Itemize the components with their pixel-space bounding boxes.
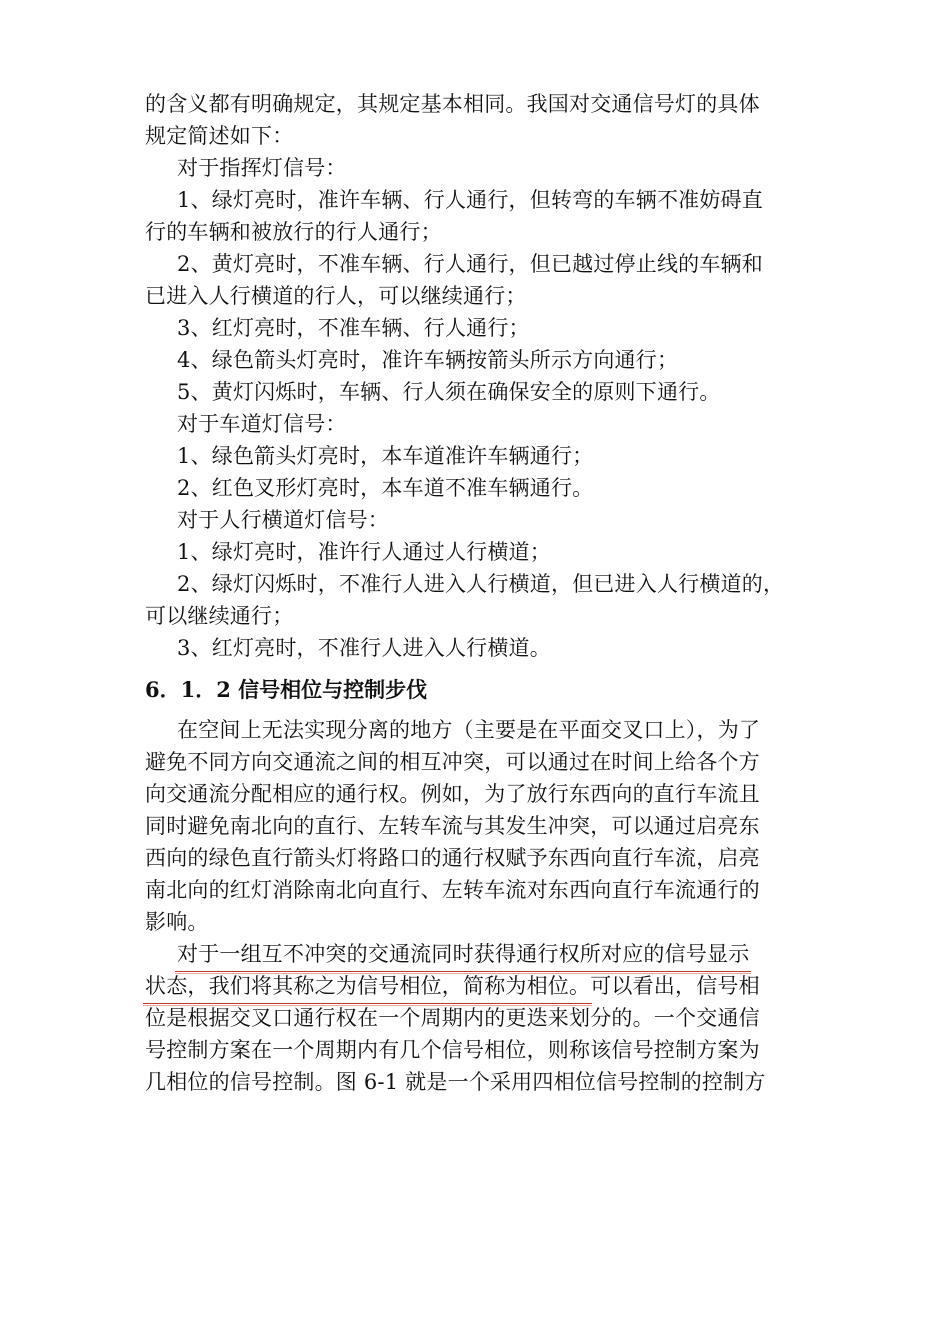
list-item: 5、黄灯闪烁时，车辆、行人须在确保安全的原则下通行。 <box>177 380 721 404</box>
subheading-line: 对于指挥灯信号： <box>177 156 347 180</box>
list-item: 3、红灯亮时，不准车辆、行人通行； <box>177 316 530 340</box>
list-item: 1、绿灯亮时，准许车辆、行人通行，但转弯的车辆不准妨碍直 <box>177 188 763 212</box>
underlined-text: 对于一组互不冲突的交通流同时获得通行权所对应的信号显示 <box>177 942 750 966</box>
section-heading: 6．1．2 信号相位与控制步伐 <box>145 677 428 702</box>
paragraph-line <box>145 938 800 970</box>
list-item: 4、绿色箭头灯亮时，准许车辆按箭头所示方向通行； <box>177 348 679 372</box>
paragraph-line <box>145 970 800 1002</box>
text-line: 行的车辆和被放行的行人通行； <box>145 220 442 244</box>
paragraph-line: 在空间上无法实现分离的地方（主要是在平面交叉口上），为了 <box>177 718 761 742</box>
underlined-text: 状态，我们将其称之为信号相位，简称为相位。 <box>145 974 591 998</box>
list-item: 3、红灯亮时，不准行人进入人行横道。 <box>177 636 551 660</box>
text-line: 可以继续通行； <box>145 604 294 628</box>
subheading-line: 对于人行横道灯信号： <box>177 508 389 532</box>
subheading-line: 对于车道灯信号： <box>177 412 347 436</box>
list-item: 2、绿灯闪烁时，不准行人进入人行横道，但已进入人行横道的， <box>177 572 785 596</box>
document-page <box>145 88 800 1098</box>
list-item: 2、黄灯亮时，不准车辆、行人通行，但已越过停止线的车辆和 <box>177 252 763 276</box>
paragraph-line: 西向的绿色直行箭头灯将路口的通行权赋予东西向直行车流，启亮 <box>145 846 760 870</box>
paragraph-line: 南北向的红灯消除南北向直行、左转车流对东西向直行车流通行的 <box>145 878 760 902</box>
paragraph-line: 影响。 <box>145 910 209 934</box>
list-item: 2、红色叉形灯亮时，本车道不准车辆通行。 <box>177 476 594 500</box>
paragraph-line: 号控制方案在一个周期内有几个信号相位，则称该信号控制方案为 <box>145 1038 760 1062</box>
list-item: 1、绿色箭头灯亮时，本车道准许车辆通行； <box>177 444 594 468</box>
paragraph-line: 几相位的信号控制。图 6-1 就是一个采用四相位信号控制的控制方 <box>145 1070 766 1094</box>
paragraph-line: 同时避免南北向的直行、左转车流与其发生冲突，可以通过启亮东 <box>145 814 760 838</box>
paragraph-line: 避免不同方向交通流之间的相互冲突，可以通过在时间上给各个方 <box>145 750 760 774</box>
text-line: 的含义都有明确规定，其规定基本相同。我国对交通信号灯的具体 <box>145 92 760 116</box>
paragraph-text: 可以看出，信号相 <box>590 974 760 998</box>
text-line: 规定简述如下： <box>145 124 294 148</box>
text-line: 已进入人行横道的行人，可以继续通行； <box>145 284 527 308</box>
paragraph-line: 位是根据交叉口通行权在一个周期内的更迭来划分的。一个交通信 <box>145 1006 760 1030</box>
paragraph-line: 向交通流分配相应的通行权。例如，为了放行东西向的直行车流且 <box>145 782 760 806</box>
list-item: 1、绿灯亮时，准许行人通过人行横道； <box>177 540 551 564</box>
